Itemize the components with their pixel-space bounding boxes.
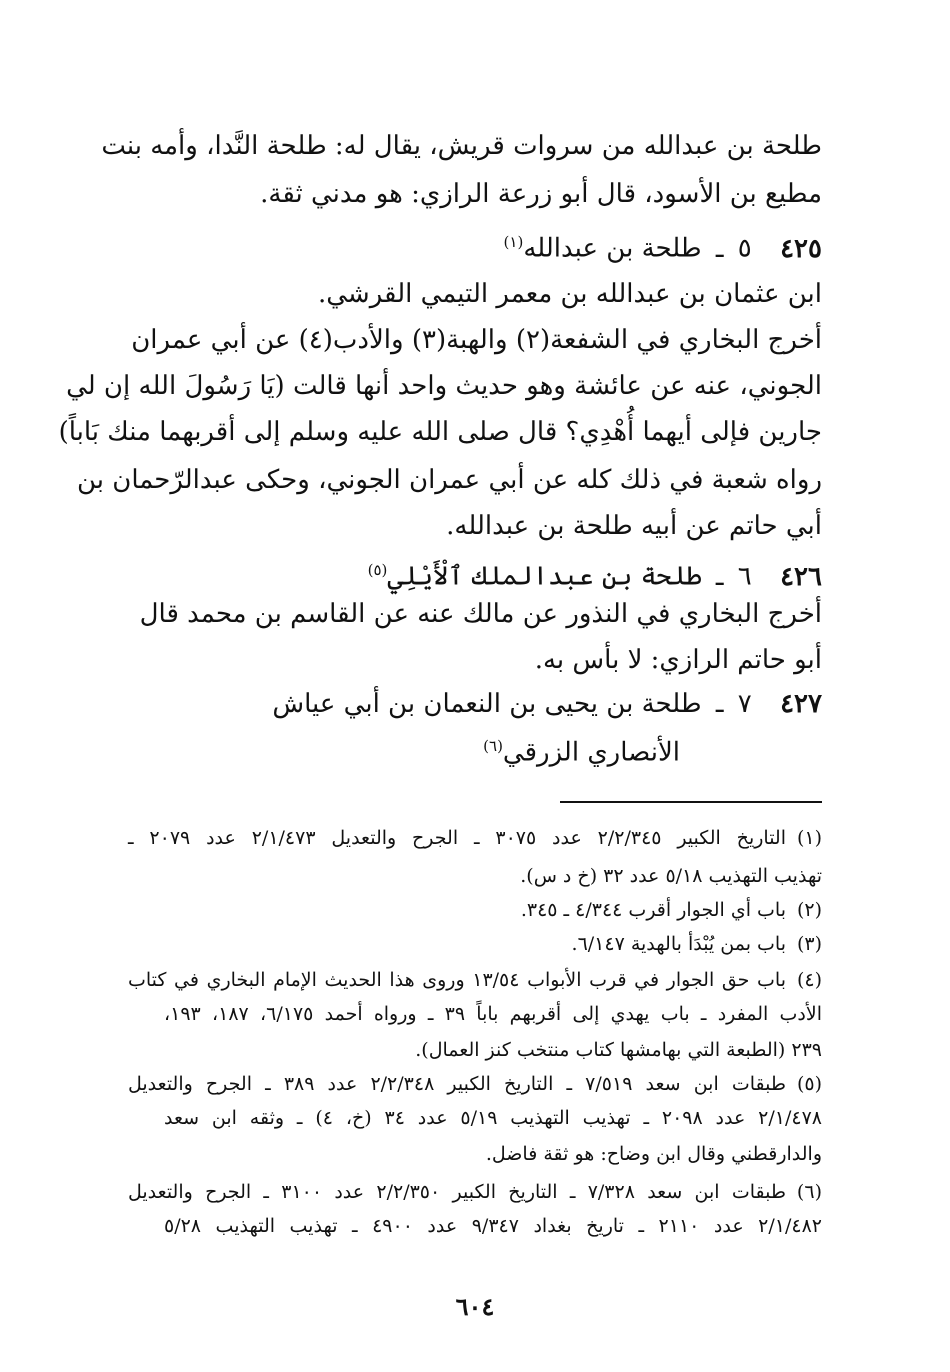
body-line: مطيع بن الأسود، قال أبو زرعة الرازي: هو مدني ثقة. bbox=[260, 179, 822, 209]
entry-heading-426 bbox=[128, 550, 822, 597]
footnote-2 bbox=[128, 894, 822, 926]
entry-name: طلحة بن عبدالملك ٱلْأَيْلِي bbox=[387, 561, 702, 592]
entry-dash: ـ bbox=[715, 689, 724, 719]
body-line: أخرج البخاري في الشفعة(٢) والهبة(٣) والأدب(٤) عن أبي عمران bbox=[131, 325, 822, 355]
body-line: الجوني، عنه عن عائشة وهو حديث واحد أنها قالت (يَا رَسُولَ الله إن لي bbox=[66, 371, 822, 401]
footnote-separator bbox=[560, 801, 822, 803]
body-line: أبي حاتم عن أبيه طلحة بن عبدالله. bbox=[446, 511, 822, 541]
body-line: أبو حاتم الرازي: لا بأس به. bbox=[534, 645, 822, 675]
footnote-line: ٢/١/٤٨٢ عدد ٢١١٠ ـ تاريخ بغداد ٩/٣٤٧ عدد ٤٩٠٠ ـ تهذيب التهذيب ٥/٢٨ bbox=[164, 1215, 822, 1237]
footnote-line: والدارقطني وقال ابن وضاح: هو ثقة فاضل. bbox=[485, 1143, 822, 1165]
entry-heading-425 bbox=[128, 222, 822, 269]
entry-dash: ـ bbox=[715, 233, 724, 264]
footnote-mark: (٢) bbox=[796, 899, 822, 921]
footnote-line: الأدب المفرد ـ باب يهدي إلى أقربهم باباً ٣٩ ـ ورواه أحمد ٦/١٧٥، ١٨٧، ١٩٣، bbox=[164, 1003, 823, 1025]
footnote-1 bbox=[128, 822, 822, 854]
entry-dash: ـ bbox=[715, 561, 724, 592]
footnote-line: تهذيب التهذيب ٥/١٨ عدد ٣٢ (خ د س). bbox=[520, 865, 822, 887]
body-line: رواه شعبة في ذلك كله عن أبي عمران الجوني، وحكى عبدالرّحمان بن bbox=[76, 465, 822, 495]
page-number: ٦٠٤ bbox=[455, 1292, 495, 1321]
footnote-text: باب حق الجوار في قرب الأبواب ١٣/٥٤ وروى هذا الحديث الإمام البخاري في كتاب bbox=[128, 969, 786, 991]
footnote-mark: (٦) bbox=[796, 1181, 822, 1203]
footnote-mark: (٤) bbox=[796, 969, 822, 991]
entry-name-cont: الأنصاري الزرقي bbox=[502, 737, 680, 768]
footnote-6 bbox=[128, 1176, 822, 1208]
footnote-ref: (٦) bbox=[483, 737, 503, 755]
footnote-text: باب أي الجوار أقرب ٤/٣٤٤ ـ ٣٤٥. bbox=[520, 899, 786, 921]
entry-name: طلحة بن يحيى بن النعمان بن أبي عياش bbox=[272, 689, 702, 719]
body-line: جارين فإلى أيهما أُهْدِي؟ قال صلى الله عليه وسلم إلى أقربهما منك بَاباً) bbox=[58, 417, 822, 447]
footnote-text: طبقات ابن سعد ٧/٥١٩ ـ التاريخ الكبير ٢/٢/٣٤٨ عدد ٣٨٩ ـ الجرح والتعديل bbox=[128, 1073, 786, 1095]
entry-number: ٤٢٦ bbox=[780, 561, 822, 592]
footnote-mark: (٣) bbox=[796, 933, 822, 955]
body-line: أخرج البخاري في النذور عن مالك عنه عن القاسم بن محمد قال bbox=[139, 599, 822, 629]
entry-number: ٤٢٥ bbox=[780, 233, 822, 264]
footnote-4 bbox=[128, 964, 822, 996]
footnote-text: التاريخ الكبير ٢/٢/٣٤٥ عدد ٣٠٧٥ ـ الجرح والتعديل ٢/١/٤٧٣ عدد ٢٠٧٩ ـ bbox=[128, 827, 786, 849]
footnote-mark: (٥) bbox=[796, 1073, 822, 1095]
footnote-line: ٢/١/٤٧٨ عدد ٢٠٩٨ ـ تهذيب التهذيب ٥/١٩ عدد ٣٤ (خ، ٤) ـ وثقه ابن سعد bbox=[164, 1107, 822, 1129]
entry-index: ٦ bbox=[737, 561, 752, 592]
entry-name: طلحة بن عبدالله bbox=[523, 233, 702, 264]
footnote-3 bbox=[128, 928, 822, 960]
entry-number: ٤٢٧ bbox=[780, 689, 822, 719]
footnote-line: ٢٣٩ (الطبعة التي بهامشها كتاب منتخب كنز العمال). bbox=[415, 1039, 822, 1061]
body-line: ابن عثمان بن عبدالله بن معمر التيمي القرشي. bbox=[317, 279, 822, 309]
footnote-ref: (١) bbox=[503, 233, 524, 251]
footnote-5 bbox=[128, 1068, 822, 1100]
entry-heading-427-cont bbox=[483, 726, 680, 773]
entry-index: ٧ bbox=[737, 689, 752, 719]
entry-index: ٥ bbox=[737, 233, 752, 264]
footnote-mark: (١) bbox=[796, 827, 822, 849]
entry-heading-427 bbox=[128, 684, 822, 724]
footnote-text: باب بمن يُبْدَأ بالهدية ٦/١٤٧. bbox=[571, 933, 786, 955]
body-line: طلحة بن عبدالله من سروات قريش، يقال له: طلحة النَّدا، وأمه بنت bbox=[101, 131, 822, 161]
footnote-ref: (٥) bbox=[367, 561, 388, 579]
footnote-text: طبقات ابن سعد ٧/٣٢٨ ـ التاريخ الكبير ٢/٢/٣٥٠ عدد ٣١٠٠ ـ الجرح والتعديل bbox=[128, 1181, 786, 1203]
